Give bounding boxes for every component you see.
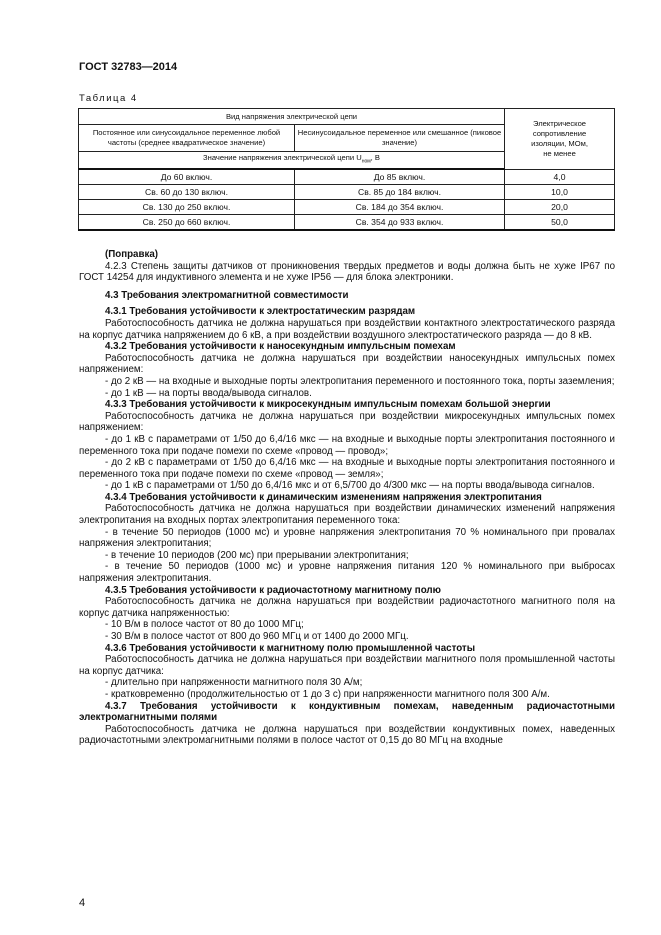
list-item: - в течение 50 периодов (1000 мс) и уровне напряжения питания 120 % номинального при выбросах напряжения электропитания.: [79, 561, 615, 585]
heading-4-3-5: 4.3.5 Требования устойчивости к радиочастотному магнитному полю: [105, 584, 441, 596]
table-row: До 60 включ. До 85 включ. 4,0: [79, 169, 615, 185]
paragraph: Работоспособность датчика не должна нарушаться при воздействии контактного электростатического разряда на корпус датчика напряжением до 6 кВ, а при воздействии воздушного электростатического разряда — до 8 кВ.: [79, 317, 615, 341]
heading-4-3-7: 4.3.7 Требования устойчивости к кондуктивным помехам, наведенным радиочастотными электромагнитными полями: [79, 700, 615, 724]
list-item: - кратковременно (продолжительностью от 1 до 3 с) при напряженности магнитного поля 300 А/м.: [105, 688, 550, 700]
heading-4-3-3: 4.3.3 Требования устойчивости к микросекундным импульсным помехам большой энергии: [105, 399, 551, 411]
table-head-value: Значение напряжения электрической цепи $U_{ном}$, В: [79, 152, 505, 170]
table-head-group: Вид напряжения электрической цепи: [79, 109, 505, 125]
paragraph: Работоспособность датчика не должна нарушаться при воздействии динамических изменений напряжения электропитания на входных портах электропитания переменного тока:: [79, 503, 615, 527]
insulation-resistance-table: [78, 108, 615, 231]
list-item: - до 1 кВ — на порты ввода/вывода сигналов.: [105, 387, 312, 399]
list-item: - до 1 кВ с параметрами от 1/50 до 6,4/16 мкс и от 6,5/700 до 4/300 мкс — на порты ввода/вывода сигналов.: [105, 480, 595, 492]
list-item: - до 2 кВ с параметрами от 1/50 до 6,4/16 мкс — на входные и выходные порты электропитания постоянного и переменного тока при подаче помехи по схеме «провод — земля»;: [79, 457, 615, 480]
document-header: ГОСТ 32783—2014: [79, 61, 178, 73]
paragraph: Работоспособность датчика не должна нарушаться при воздействии кондуктивных помех, наведенных радиочастотными электромагнитными полями в полосе частот от 0,15 до 80 МГц на входные: [79, 723, 615, 747]
page-number: 4: [79, 897, 86, 909]
heading-4-3-1: 4.3.1 Требования устойчивости к электростатическим разрядам: [105, 306, 416, 318]
paragraph: Работоспособность датчика не должна нарушаться при воздействии радиочастотного магнитного поля на корпус датчика напряженностью:: [79, 596, 615, 619]
table-caption: Таблица 4: [79, 93, 138, 104]
table-head-col2: Несинусоидальное переменное или смешанное (пиковое значение): [295, 125, 505, 152]
section-heading-4-3: 4.3 Требования электромагнитной совместимости: [105, 289, 349, 301]
heading-4-3-6: 4.3.6 Требования устойчивости к магнитному полю промышленной частоты: [105, 642, 476, 654]
body-text: [79, 249, 615, 747]
list-item: - в течение 50 периодов (1000 мс) и уровне напряжения электропитания 70 % номинального при провалах напряжения электропитания;: [79, 526, 615, 550]
table-row: Св. 60 до 130 включ. Св. 85 до 184 включ. 10,0: [79, 185, 615, 200]
paragraph: Работоспособность датчика не должна нарушаться при воздействии наносекундных импульсных помех напряжением:: [79, 352, 615, 376]
table-row: Св. 250 до 660 включ. Св. 354 до 933 включ. 50,0: [79, 215, 615, 231]
table-head-col1: Постоянное или синусоидальное переменное любой частоты (среднее квадратическое значение): [79, 125, 295, 152]
amendment-note: (Поправка): [105, 249, 159, 260]
list-item: - до 2 кВ — на входные и выходные порты электропитания переменного и постоянного тока, порты заземления;: [105, 375, 615, 387]
list-item: - длительно при напряженности магнитного поля 30 А/м;: [105, 677, 363, 689]
list-item: - в течение 10 периодов (200 мс) при прерывании электропитания;: [105, 549, 409, 561]
list-item: - 10 В/м в полосе частот от 80 до 1000 МГц;: [105, 619, 304, 631]
list-item: - до 1 кВ с параметрами от 1/50 до 6,4/16 мкс — на входные и выходные порты электропитания постоянного и переменного тока при подаче помехи по схеме «провод — провод»;: [79, 433, 615, 457]
list-item: - 30 В/м в полосе частот от 800 до 960 МГц и от 1400 до 2000 МГц.: [105, 631, 409, 642]
clause-4-2-3: 4.2.3 Степень защиты датчиков от проникновения твердых предметов и воды должна быть не хуже IP67 по ГОСТ 14254 для индуктивного элемента и не хуже IP56 — для блока электроники.: [79, 260, 615, 284]
paragraph: Работоспособность датчика не должна нарушаться при воздействии микросекундных импульсных помех напряжением:: [79, 410, 615, 434]
heading-4-3-2: 4.3.2 Требования устойчивости к наносекундным импульсным помехам: [105, 341, 456, 353]
table-row: Св. 130 до 250 включ. Св. 184 до 354 включ. 20,0: [79, 200, 615, 215]
table-head-resistance: Электрическое сопротивление изоляции, МОм, не менее: [505, 109, 615, 170]
heading-4-3-4: 4.3.4 Требования устойчивости к динамическим изменениям напряжения электропитания: [105, 491, 542, 503]
paragraph: Работоспособность датчика не должна нарушаться при воздействии магнитного поля промышленной частоты на корпус датчика:: [79, 654, 615, 677]
